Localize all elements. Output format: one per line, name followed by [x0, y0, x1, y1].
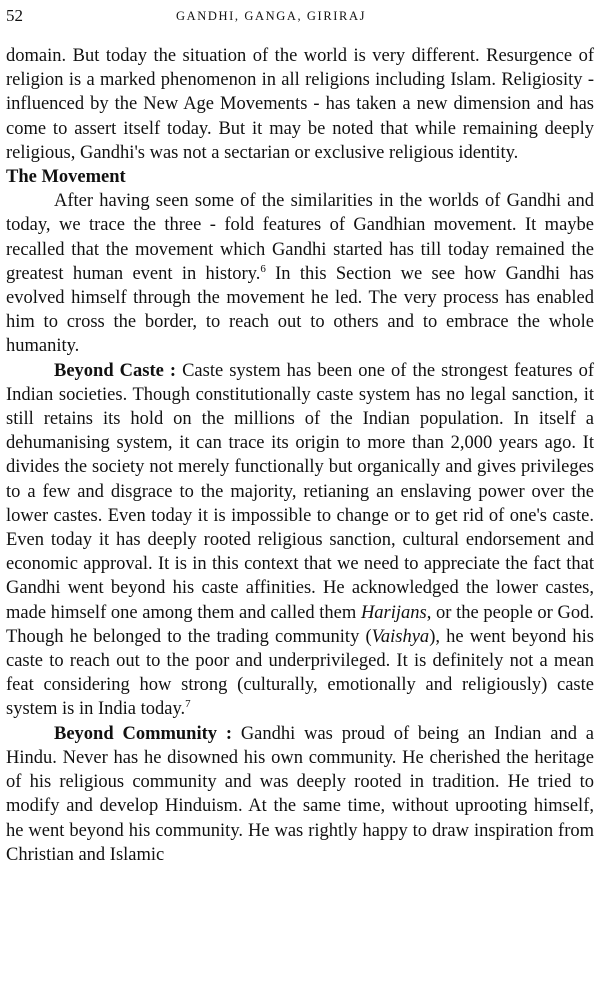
run-in-heading: Beyond Caste : — [54, 360, 177, 381]
paragraph-beyond-caste — [6, 359, 594, 722]
paragraph-text: After having seen some of the similarities in the worlds of Gandhi and today, we trace the three - fold features of Gandhian movement. It maybe recalled that the movement which Gandhi started has till today remained the greatest human event in history. — [6, 191, 594, 284]
paragraph-text: Gandhi was proud of being an Indian and a Hindu. Never has he disowned his own community. He cherished the heritage of his religious community and was deeply rooted in tradition. He tried to modify and develop Hinduism. At the same time, without uprooting himself, he went beyond his community. He was rightly happy to draw inspiration from Christian and Islamic — [6, 723, 594, 865]
page-header — [6, 6, 594, 28]
footnote-marker: 7 — [185, 698, 191, 711]
italic-term: Vaishya — [371, 626, 430, 647]
running-head: GANDHI, GANGA, GIRIRAJ — [176, 9, 367, 23]
page-number: 52 — [6, 6, 23, 25]
footnote-marker: 6 — [260, 262, 266, 275]
paragraph-text: , or the people or God. Though he belonged to the trading community ( — [6, 602, 594, 647]
italic-term: Harijans — [360, 602, 427, 623]
paragraph-text: In this Section we see how Gandhi has evolved himself through the movement he led. The very process has enabled him to cross the border, to reach out to others and to embrace the whole humanity. — [6, 263, 594, 357]
page-body — [6, 44, 594, 867]
paragraph-text: Caste system has been one of the strongest features of Indian societies. Though constitutionally caste system has no legal sanction, it still retains its hold on the millions of the Indian population. In itself a dehumanising system, it can trace its origin to more than 2,000 years ago. It divides the society not merely functionally but organically and gives privileges to a few and disgrace to the majority, retianing an enslaving power over the lower castes. Even today it is impossible to change or to get rid of one's caste. Even today it has deeply rooted religious sanction, cultural endorsement and economic approval. It is in this context that we need to appreciate the fact that Gandhi went beyond his caste affinities. He acknowledged the lower castes, made himself one among them and called them — [6, 360, 594, 623]
run-in-heading: Beyond Community : — [54, 723, 232, 744]
paragraph-movement — [6, 189, 594, 358]
paragraph-continued: domain. But today the situation of the world is very different. Resurgence of religion is a marked phenomenon in all religions including Islam. Religiosity - influenced by the New Age Movements - has taken a new dimension and has come to assert itself today. But it may be noted that while remaining deeply religious, Gandhi's was not a sectarian or exclusive religious identity. — [6, 46, 594, 163]
paragraph-beyond-community — [6, 722, 594, 867]
paragraph-text: ), he went beyond his caste to reach out to the poor and underprivileged. It is definitely not a mean feat considering how strong (culturally, emotionally and religiously) caste system is in India today. — [6, 626, 594, 720]
section-heading: The Movement — [6, 167, 126, 188]
